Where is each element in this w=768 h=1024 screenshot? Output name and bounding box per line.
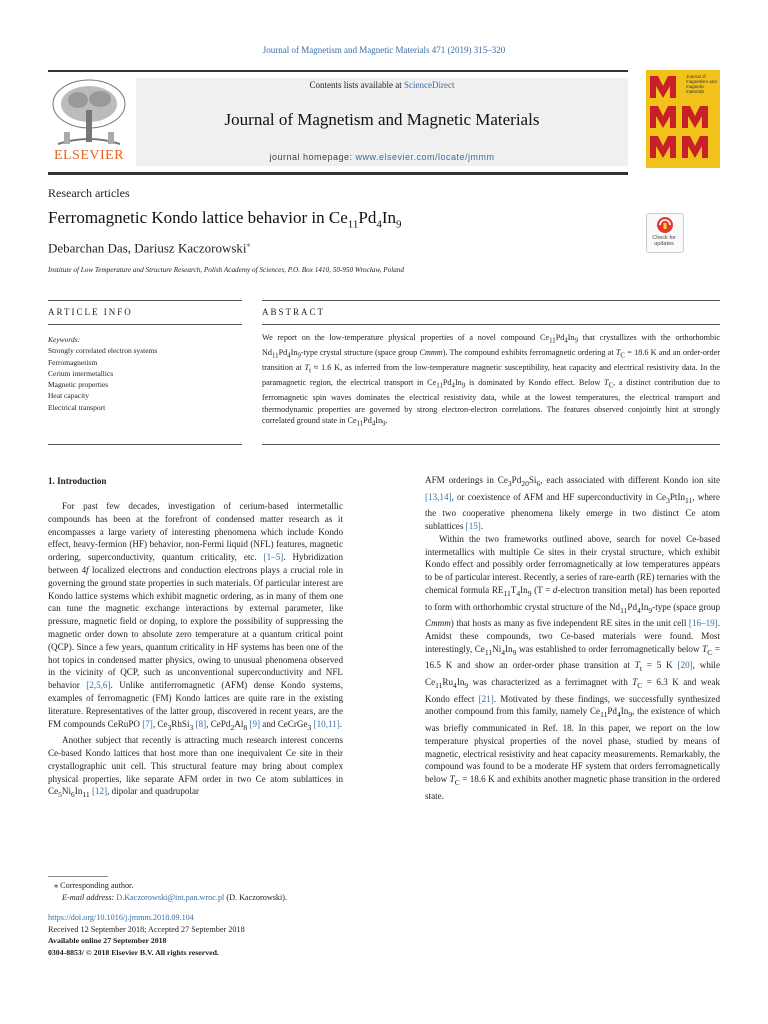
journal-citation-line[interactable]: Journal of Magnetism and Magnetic Materials 471 (2019) 315–320: [262, 45, 506, 55]
abstract-rule: [262, 324, 720, 325]
body-column-left: [48, 500, 343, 802]
intro-paragraph-2: Another subject that recently is attracting much research interest concerns Ce-based Kondo lattices that host more than one inequivalent Ce site in their crystallographic unit cell. This structural feature may bring about complex physical properties, like separate AFM order in two Ce atom sublattices in $Ce_5Ni_6In_{11}$ [12], dipolar and quadrupolar: [48, 735, 343, 800]
received-accepted-dates: Received 12 September 2018; Accepted 27 September 2018: [48, 924, 245, 934]
email-line: E-mail address: D.Kaczorowski@int.pan.wroc.pl (D. Kaczorowski).: [62, 893, 288, 902]
publication-info: [48, 912, 245, 958]
check-for-updates-label: Check for updates: [652, 235, 676, 247]
journal-homepage-line: journal homepage: www.elsevier.com/locate/jmmm: [269, 152, 495, 162]
article-section-label: Research articles: [48, 186, 130, 200]
introduction-heading: 1. Introduction: [48, 476, 107, 486]
elsevier-wordmark: ELSEVIER: [53, 148, 125, 163]
corresponding-author-mark[interactable]: ⁎: [246, 240, 251, 249]
check-for-updates-badge[interactable]: [646, 213, 684, 253]
keyword-item: Heat capacity: [48, 391, 90, 401]
cover-title: Journal of magnetism and magnetic materials: [686, 74, 717, 94]
abstract-heading: ABSTRACT: [262, 307, 326, 317]
header-top-rule: [48, 70, 628, 72]
keywords-list: [48, 334, 248, 413]
article-info-heading: ARTICLE INFO: [48, 307, 133, 317]
homepage-link[interactable]: www.elsevier.com/locate/jmmm: [355, 152, 495, 162]
intro-paragraph-2-cont: AFM orderings in $Ce_3Pd_{20}Si_6$, each associated with different Kondo ion site [13,14], or coexistence of AFM and HF superconductivity in $Ce_3PtIn_{11}$, where the two cooperative phenomena likely emerge in two distinct Ce atom sublattices [15].: [425, 475, 720, 532]
author-affiliation: Institute of Low Temperature and Structure Research, Polish Academy of Sciences, P.O. Box 1410, 50-950 Wrocław, Poland: [48, 266, 404, 274]
corresponding-author-note: ⁎ Corresponding author.: [54, 881, 134, 890]
doi-link[interactable]: https://doi.org/10.1016/j.jmmm.2018.09.104: [48, 913, 194, 922]
article-info-top-rule: [48, 300, 242, 301]
article-info-rule: [48, 324, 242, 325]
contents-available-line: Contents lists available at ScienceDirect: [309, 80, 455, 90]
keyword-item: Magnetic properties: [48, 380, 109, 390]
keyword-item: Ferromagnetism: [48, 357, 98, 367]
intro-paragraph-1: For past few decades, investigation of cerium-based intermetallic compounds has been at the forefront of condensed matter research as it encompasses a large variety of interesting phenomena which include Kondo effect, heavy-fermion (HF) behavior, non-Fermi liquid (NFL) features, magnetic ordering, superconductivity, quantum criticality, etc. [1–5]. Hybridization between 4f localized electrons and conduction electrons plays a crucial role in governing the ground state properties in such materials. Of particular interest are Kondo lattice systems which exhibit magnetic ordering, as in many of them one can tune the magnetic exchange interactions by external parameter, like pressure, magnetic field or doping, to explore the possibility of suppressing the magnetic order down to absolute zero temperature at a quantum critical point (QCP). Since a few years, quantum criticality in HF systems has been one of the hot topics in condensed matter physics, owing to unusual phenomena observed in the vicinity of QCP, such as unconventional superconductivity and NFL behavior [2,5,6]. Unlike antiferromagnetic (AFM) dense Kondo systems, examples of ferromagnetic (FM) Kondo lattices are quite rare in the existing literature. Representatives of the latter group, discovered in recent years, are the FM compounds CeRuPO [7], $Ce_3RhSi_3$ [8], $CePd_2Al_8$ [9] and CeCrGe$_3$ [10,11].: [48, 501, 343, 732]
header-bottom-rule: [48, 172, 628, 175]
keywords-label: Keywords:: [48, 335, 81, 344]
keyword-item: Strongly correlated electron systems: [48, 346, 158, 356]
footnote: [48, 880, 287, 904]
body-column-right: [425, 474, 720, 803]
journal-name: Journal of Magnetism and Magnetic Materials: [224, 110, 540, 129]
sciencedirect-link[interactable]: ScienceDirect: [404, 80, 455, 90]
journal-cover-thumbnail[interactable]: [646, 70, 720, 168]
article-authors: Debarchan Das, Dariusz Kaczorowski⁎: [48, 240, 251, 256]
footnote-rule: [48, 876, 108, 877]
copyright-line: 0304-8853/ © 2018 Elsevier B.V. All rights reserved.: [48, 947, 219, 957]
intro-paragraph-3: Within the two frameworks outlined above, search for novel Ce-based intermetallics with multiple Ce sites in their crystal structure, which exhibit Kondo effect and possibly order ferromagnetically at low temperatures appears to be of particular interest. Recently, a series of rare-earth (RE) ternaries with the chemical formula $RE_{11}T_4In_9$ (T = d-electron transition metal) has been reported to form with orthorhombic crystal structure of the $Nd_{11}Pd_4In_9$-type (space group Cmmm) that hosts as many as five independent RE sites in the unit cell [16–19]. Amidst these compounds, two Ce-based materials were found. Most interestingly, $Ce_{11}Ni_4In_9$ was established to order ferromagnetically below $T_C = 16.5$ K and show an order-order phase transition at $T_t = 5$ K [20], while $Ce_{11}Ru_4In_9$ was characterized as a ferrimagnet with $T_C = 6.3$ K and weak Kondo effect [21]. Motivated by these findings, we successfully synthesized another compound from this family, namely $Ce_{11}Pd_4In_9$, the existence of which was briefly communicated in Ref. 18. In this paper, we report on the low temperature physical properties of the novel phase, studied by means of magnetic, electrical resistivity and heat capacity measurements. Remarkably, the compound was found to be a moderate HF system that orders ferromagnetically below $T_C = 18.6$ K and exhibits another magnetic phase transition in the ordered state.: [425, 533, 721, 801]
available-online-date: Available online 27 September 2018: [48, 936, 167, 945]
keyword-item: Cerium intermetallics: [48, 368, 114, 378]
abstract-top-rule: [262, 300, 720, 301]
article-info-bottom-rule: [48, 444, 242, 445]
article-title: Ferromagnetic Kondo lattice behavior in $Ce_{11}Pd_4In_9$: [48, 208, 402, 231]
abstract-bottom-rule: [262, 444, 720, 445]
keyword-item: Electrical transport: [48, 402, 106, 412]
abstract-text: We report on the low-temperature physical properties of a novel compound $Ce_{11}Pd_4In_9$ that crystallizes with the orthorhombic $Nd_{11}Pd_4In_9$-type crystal structure (space group Cmmm). The compound exhibits ferromagnetic ordering at $T_C = 18.6$ K and an order-order transition at $T_t \approx 1.6$ K, as inferred from the low-temperature magnetic susceptibility, heat capacity and electrical resistivity data. In the paramagnetic region, the electrical transport in $Ce_{11}Pd_4In_9$ is dominated by Kondo effect. Below $T_C$, a distinct contribution due to ferromagnetic spin waves dominates the electrical resistivity data, while at the lowest temperatures, the electrical transport and thermodynamic properties are governed by strong electron-electron correlations. The features observed conjointly hint at strongly correlated ground state in $Ce_{11}Pd_4In_9$.: [262, 333, 721, 428]
check-updates-icon: [647, 214, 683, 236]
author-email-link[interactable]: D.Kaczorowski@int.pan.wroc.pl: [116, 893, 225, 902]
